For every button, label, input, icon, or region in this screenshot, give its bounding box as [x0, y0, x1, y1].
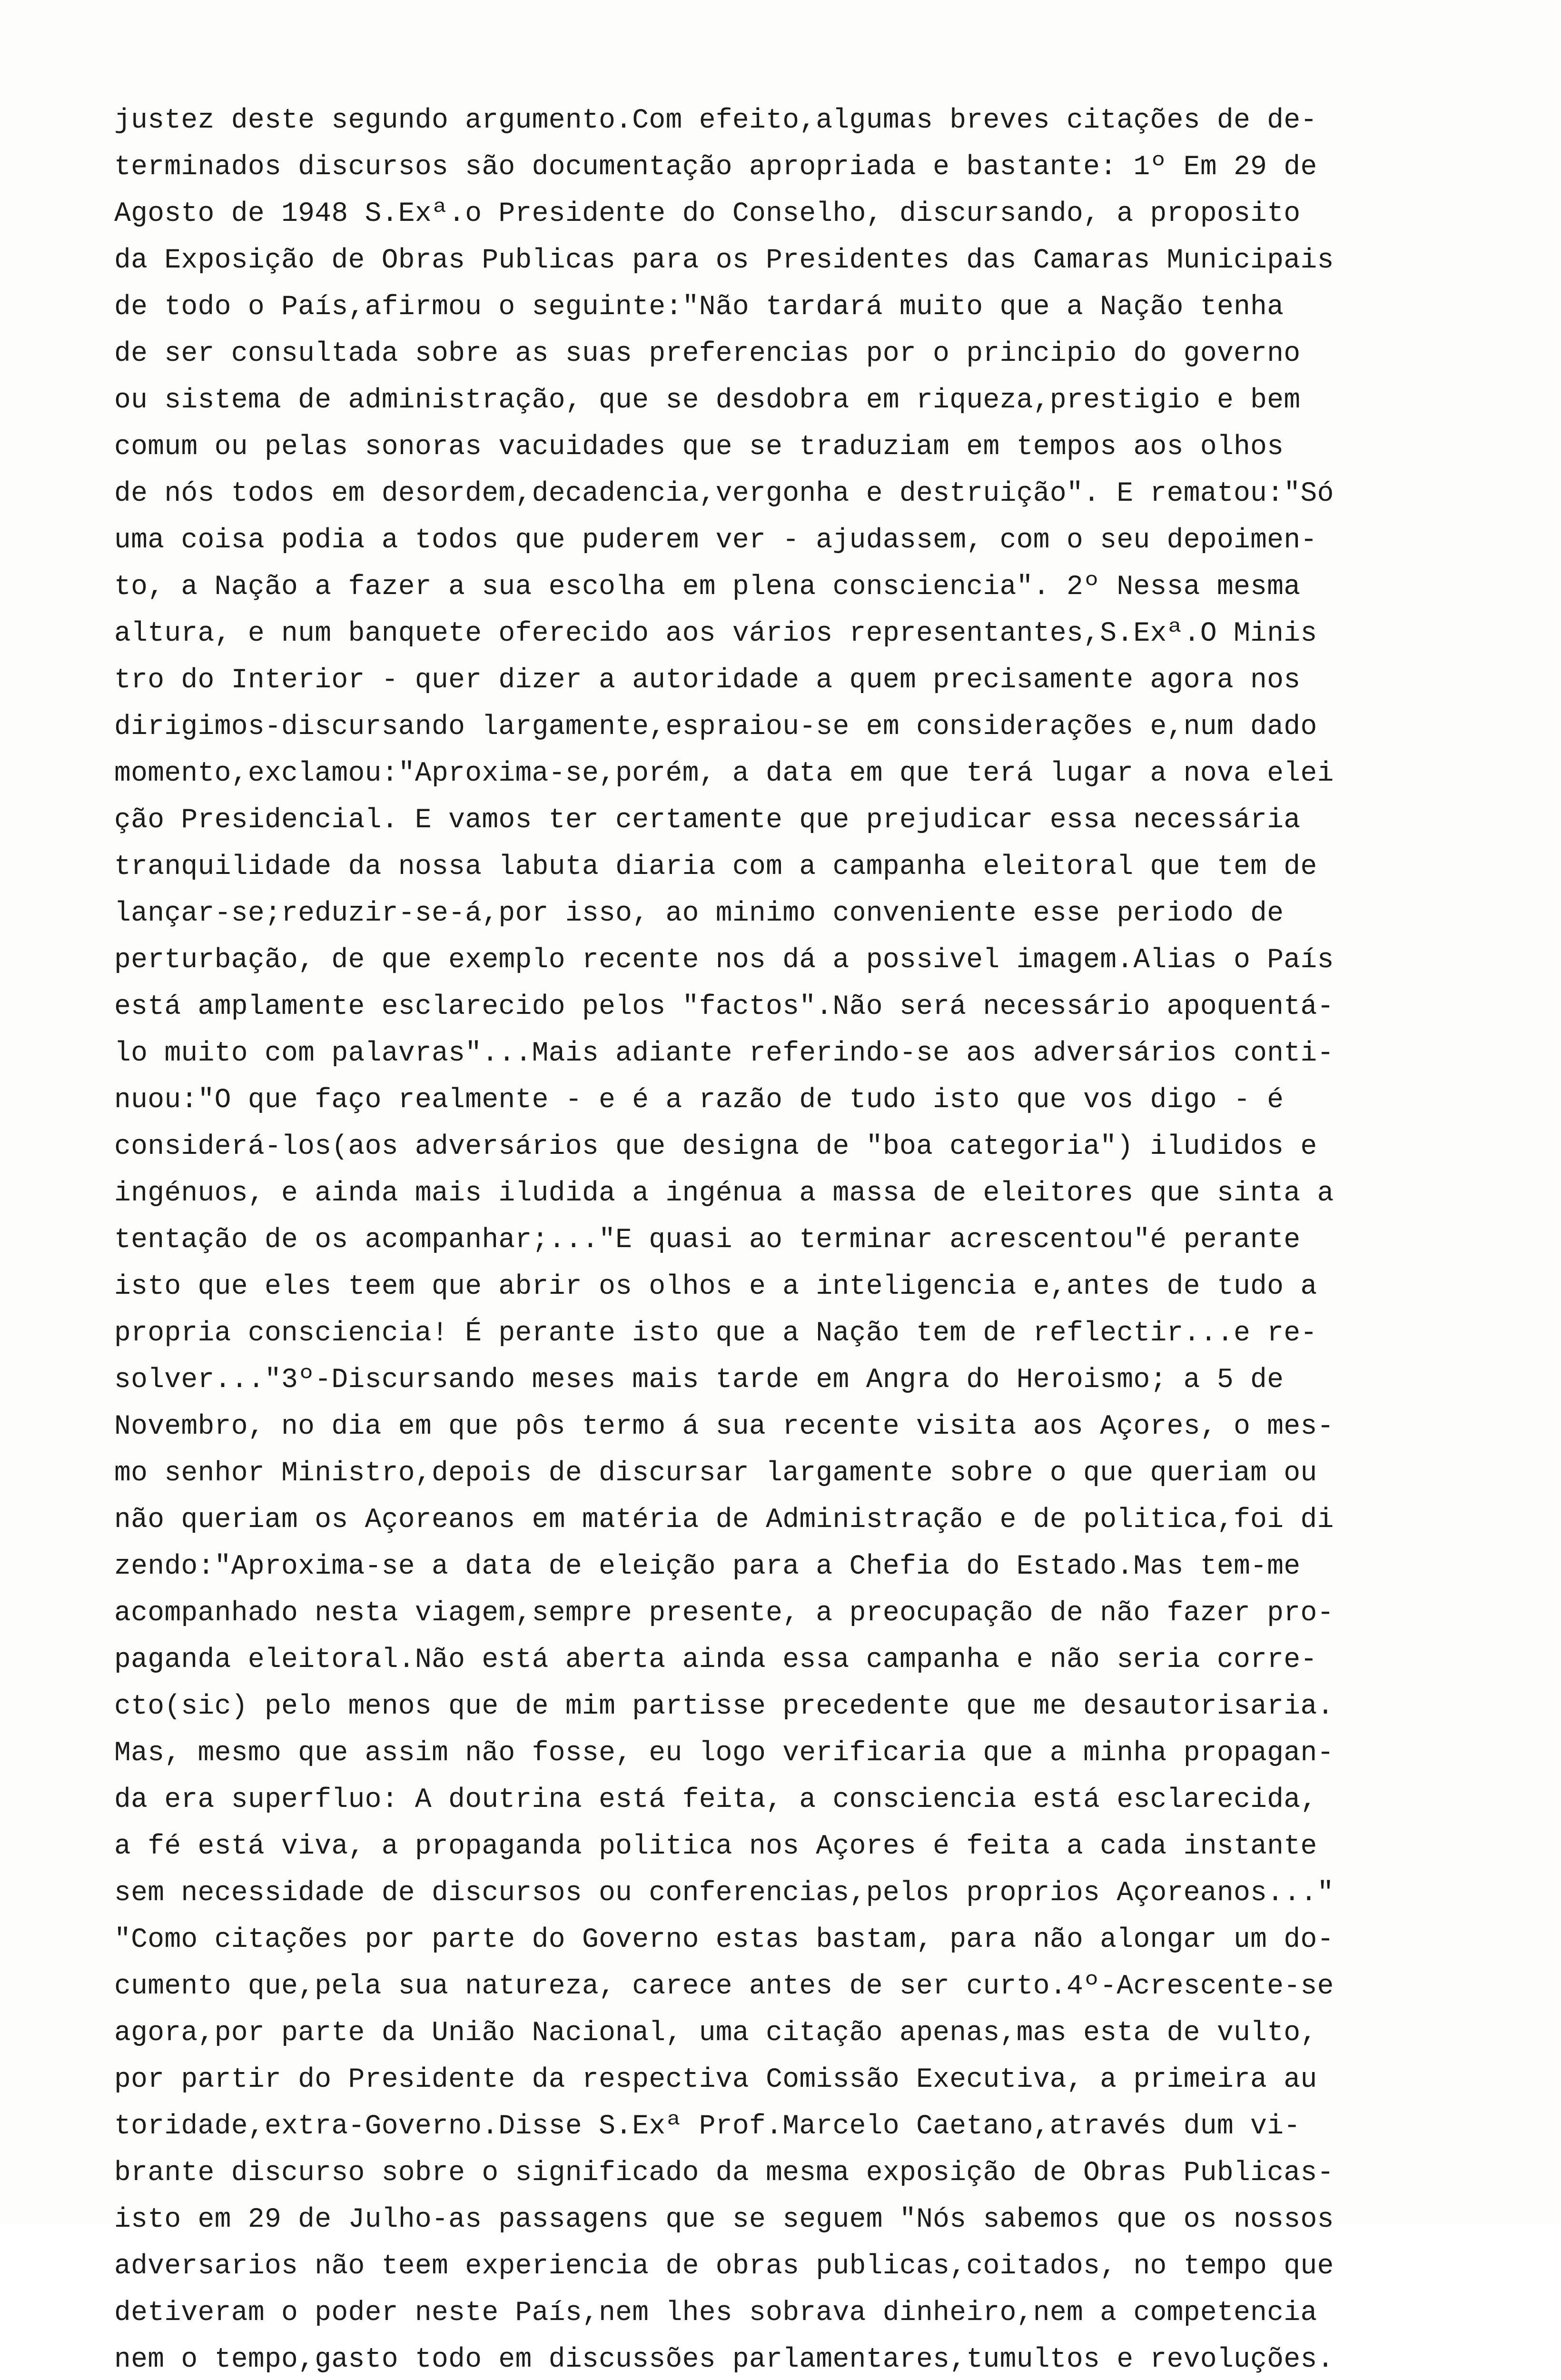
- text-line: Novembro, no dia em que pôs termo á sua recente visita aos Açores, o mes-: [114, 1411, 1334, 1442]
- text-line: isto que eles teem que abrir os olhos e a inteligencia e,antes de tudo a: [114, 1271, 1317, 1302]
- text-line: perturbação, de que exemplo recente nos dá a possivel imagem.Alias o País: [114, 945, 1334, 976]
- text-line: "Como citações por parte do Governo estas bastam, para não alongar um do-: [114, 1924, 1334, 1955]
- text-line: lo muito com palavras"...Mais adiante referindo-se aos adversários conti-: [114, 1038, 1334, 1069]
- text-line: justez deste segundo argumento.Com efeito,algumas breves citações de de-: [114, 105, 1317, 136]
- text-line: acompanhado nesta viagem,sempre presente, a preocupação de não fazer pro-: [114, 1598, 1334, 1629]
- text-line: tro do Interior - quer dizer a autoridade a quem precisamente agora nos: [114, 665, 1301, 696]
- typewritten-body: [114, 98, 1494, 2380]
- text-line: está amplamente esclarecido pelos "factos".Não será necessário apoquentá-: [114, 992, 1334, 1022]
- text-line: detiveram o poder neste País,nem lhes sobrava dinheiro,nem a competencia: [114, 2298, 1317, 2329]
- text-line: agora,por parte da União Nacional, uma citação apenas,mas esta de vulto,: [114, 2018, 1317, 2049]
- text-line: comum ou pelas sonoras vacuidades que se traduziam em tempos aos olhos: [114, 432, 1284, 463]
- text-line: nuou:"O que faço realmente - e é a razão de tudo isto que vos digo - é: [114, 1085, 1284, 1116]
- text-line: a fé está viva, a propaganda politica nos Açores é feita a cada instante: [114, 1831, 1317, 1862]
- text-line: brante discurso sobre o significado da mesma exposição de Obras Publicas-: [114, 2158, 1334, 2189]
- text-line: Mas, mesmo que assim não fosse, eu logo verificaria que a minha propagan-: [114, 1738, 1334, 1769]
- text-line: de ser consultada sobre as suas preferencias por o principio do governo: [114, 338, 1301, 369]
- text-line: ingénuos, e ainda mais iludida a ingénua a massa de eleitores que sinta a: [114, 1178, 1334, 1209]
- text-line: tentação de os acompanhar;..."E quasi ao terminar acrescentou"é perante: [114, 1225, 1301, 1256]
- text-line: cumento que,pela sua natureza, carece antes de ser curto.4º-Acrescente-se: [114, 1971, 1334, 2002]
- text-line: propria consciencia! É perante isto que a Nação tem de reflectir...e re-: [114, 1318, 1317, 1349]
- text-line: por partir do Presidente da respectiva Comissão Executiva, a primeira au: [114, 2064, 1317, 2095]
- text-line: zendo:"Aproxima-se a data de eleição para a Chefia do Estado.Mas tem-me: [114, 1551, 1301, 1582]
- text-line: tranquilidade da nossa labuta diaria com a campanha eleitoral que tem de: [114, 852, 1317, 883]
- text-line: lançar-se;reduzir-se-á,por isso, ao minimo conveniente esse periodo de: [114, 898, 1284, 929]
- text-line: da era superfluo: A doutrina está feita, a consciencia está esclarecida,: [114, 1785, 1317, 1815]
- text-line: adversarios não teem experiencia de obras publicas,coitados, no tempo que: [114, 2251, 1334, 2282]
- text-line: cto(sic) pelo menos que de mim partisse precedente que me desautorisaria.: [114, 1691, 1334, 1722]
- text-line: Agosto de 1948 S.Exª.o Presidente do Conselho, discursando, a proposito: [114, 198, 1301, 229]
- text-line: toridade,extra-Governo.Disse S.Exª Prof.Marcelo Caetano,através dum vi-: [114, 2111, 1301, 2142]
- text-line: uma coisa podia a todos que puderem ver - ajudassem, com o seu depoimen-: [114, 525, 1317, 556]
- text-line: terminados discursos são documentação apropriada e bastante: 1º Em 29 de: [114, 152, 1317, 183]
- text-line: isto em 29 de Julho-as passagens que se seguem "Nós sabemos que os nossos: [114, 2204, 1334, 2235]
- text-line: paganda eleitoral.Não está aberta ainda essa campanha e não seria corre-: [114, 1645, 1317, 1676]
- text-line: sem necessidade de discursos ou conferencias,pelos proprios Açoreanos...": [114, 1878, 1334, 1909]
- text-line: momento,exclamou:"Aproxima-se,porém, a data em que terá lugar a nova elei: [114, 758, 1334, 789]
- text-line: altura, e num banquete oferecido aos vários representantes,S.Exª.O Minis: [114, 618, 1317, 649]
- text-line: to, a Nação a fazer a sua escolha em plena consciencia". 2º Nessa mesma: [114, 572, 1301, 603]
- text-line: mo senhor Ministro,depois de discursar largamente sobre o que queriam ou: [114, 1458, 1317, 1489]
- text-line: ção Presidencial. E vamos ter certamente que prejudicar essa necessária: [114, 805, 1301, 836]
- text-line: de todo o País,afirmou o seguinte:"Não tardará muito que a Nação tenha: [114, 292, 1284, 323]
- text-line: considerá-los(aos adversários que designa de "boa categoria") iludidos e: [114, 1131, 1317, 1162]
- text-line: de nós todos em desordem,decadencia,vergonha e destruição". E rematou:"Só: [114, 478, 1334, 509]
- text-line: solver..."3º-Discursando meses mais tarde em Angra do Heroismo; a 5 de: [114, 1365, 1284, 1396]
- text-line: nem o tempo,gasto todo em discussões parlamentares,tumultos e revoluções.: [114, 2344, 1334, 2375]
- text-line: não queriam os Açoreanos em matéria de Administração e de politica,foi di: [114, 1505, 1334, 1536]
- text-line: dirigimos-discursando largamente,espraiou-se em considerações e,num dado: [114, 712, 1317, 743]
- text-line: da Exposição de Obras Publicas para os Presidentes das Camaras Municipais: [114, 245, 1334, 276]
- text-line: ou sistema de administração, que se desdobra em riqueza,prestigio e bem: [114, 385, 1301, 416]
